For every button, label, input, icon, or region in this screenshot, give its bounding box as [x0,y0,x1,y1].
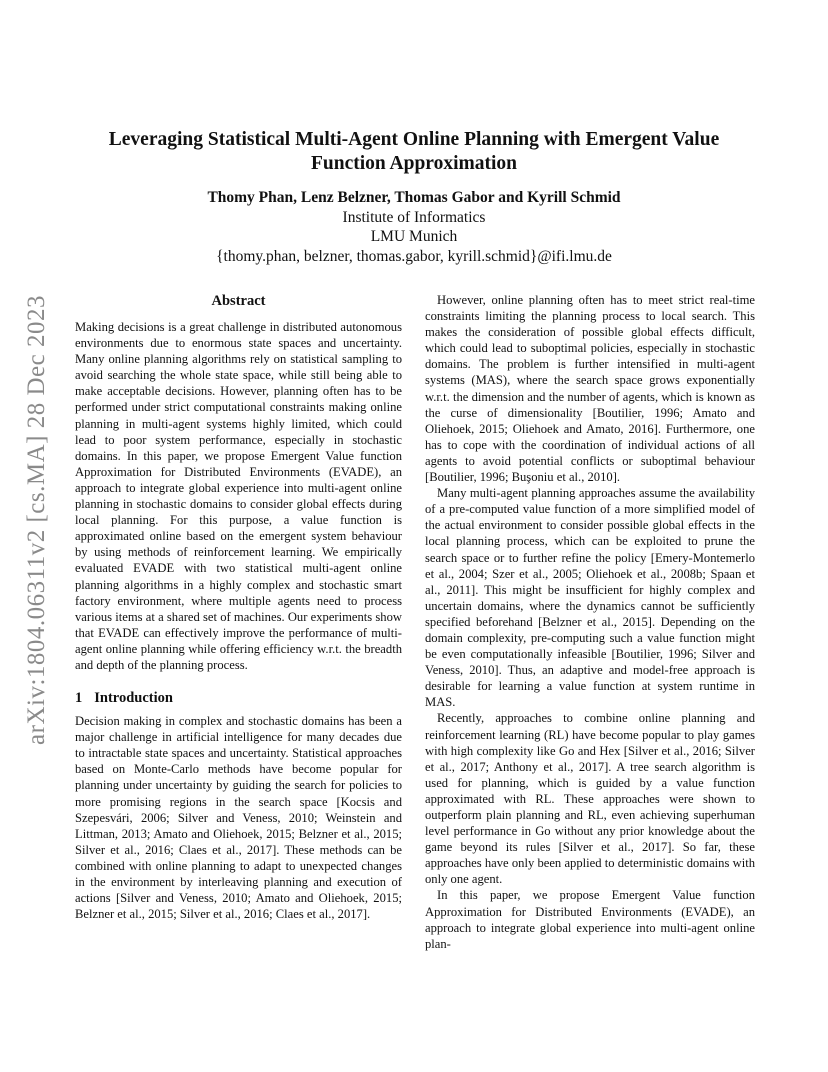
intro-paragraph-2: However, online planning often has to meet strict real-time constraints limiting the planning process to local search. This makes the consideration of possible global effects difficult, which could lead to suboptimal policies, especially in stochastic domains. The problem is further intensified in multi-agent systems (MAS), where the search space grows exponentially w.r.t. the dimension and the number of agents, which is known as the curse of dimensionality [Boutilier, 1996; Amato and Oliehoek, 2015; Oliehoek and Amato, 2016]. Furthermore, one has to cope with the coordination of individual actions of all agents to avoid potential conflicts or suboptimal behaviour [Boutilier, 1996; Buşoniu et al., 2010]. [425,293,755,485]
abstract-heading: Abstract [211,293,266,309]
right-column [425,292,755,952]
section-title: Introduction [94,690,173,707]
affiliation-university: LMU Munich [370,228,458,245]
paper-title: Leveraging Statistical Multi-Agent Online Planning with Emergent Value Function Approximation [108,129,720,174]
author-names: Thomy Phan, Lenz Belzner, Thomas Gabor and Kyrill Schmid [207,189,621,206]
intro-paragraph-5: In this paper, we propose Emergent Value function Approximation for Distributed Environments (EVADE), an approach to integrate global experience into multi-agent online plan- [425,888,755,951]
author-emails: {thomy.phan, belzner, thomas.gabor, kyrill.schmid}@ifi.lmu.de [216,247,612,265]
intro-paragraph-1: Decision making in complex and stochastic domains has been a major challenge in artificial intelligence for many decades due to intractable state spaces and uncertainty. Statistical approaches based on Monte-Carlo methods have become popular for planning under uncertainty by guiding the search for policies to more promising regions in the search space [Kocsis and Szepesvári, 2006; Silver and Veness, 2010; Weinstein and Littman, 2013; Amato and Oliehoek, 2015; Belzner et al., 2015; Silver et al., 2016; Claes et al., 2017]. These methods can be combined with online planning to adapt to unexpected changes in the environment by interleaving planning and execution of actions [Silver and Veness, 2010; Amato and Oliehoek, 2015; Belzner et al., 2015; Silver et al., 2016; Claes et al., 2017]. [75,714,402,922]
section-number: 1 [75,690,83,707]
affiliation-institute: Institute of Informatics [342,208,486,226]
intro-paragraph-4: Recently, approaches to combine online planning and reinforcement learning (RL) have become popular to play games with high complexity like Go and Hex [Silver et al., 2016; Silver et al., 2017; Anthony et al., 2017]. A tree search algorithm is used for planning, which is guided by a value function approximated with RL. These approaches were shown to outperform plain planning and RL, even achieving superhuman level performance in Go without any prior knowledge about the game beyond its rules [Silver et al., 2017]. So far, these approaches have only been applied to deterministic domains with only one agent. [425,711,755,887]
intro-paragraph-3: Many multi-agent planning approaches assume the availability of a pre-computed value function of a more simplified model of the actual environment to consider possible global effects in the local planning process, which can be exploited to prune the search space or to further refine the policy [Emery-Montemerlo et al., 2004; Szer et al., 2005; Oliehoek et al., 2008b; Spaan et al., 2011]. This might be insufficient for highly complex and uncertain domains, where the dynamics cannot be sufficiently specified beforehand [Belzner et al., 2015]. Depending on the domain complexity, pre-computing such a value function might be even computationally infeasible [Boutilier, 1996; Silver and Veness, 2010]. Thus, an adaptive and model-free approach is desirable for learning a value function at system runtime in MAS. [425,486,755,710]
arxiv-stamp [22,280,52,760]
author-block [80,188,748,266]
left-column [75,292,402,922]
arxiv-stamp-text: arXiv:1804.06311v2 [cs.MA] 28 Dec 2023 [23,295,51,745]
section-heading-introduction [75,689,402,707]
abstract-text: Making decisions is a great challenge in distributed autonomous environments due to enormous state spaces and uncertainty. Many online planning algorithms rely on statistical sampling to avoid searching the whole state space, while still being able to make acceptable decisions. However, planning often has to be performed under strict computational constraints making online planning in multi-agent systems highly limited, which could lead to poor system performance, especially in stochastic domains. In this paper, we propose Emergent Value function Approximation for Distributed Environments (EVADE), an approach to integrate global experience into multi-agent online planning in stochastic domains to consider global effects during local planning. For this purpose, a value function is approximated online based on the emergent system behaviour by using methods of reinforcement learning. We empirically evaluated EVADE with two statistical multi-agent online planning algorithms in a highly complex and stochastic smart factory environment, where multiple agents need to process various items at a shared set of machines. Our experiments show that EVADE can effectively improve the performance of multi-agent online planning while offering efficiency w.r.t. the breadth and depth of the planning process. [75,320,402,672]
